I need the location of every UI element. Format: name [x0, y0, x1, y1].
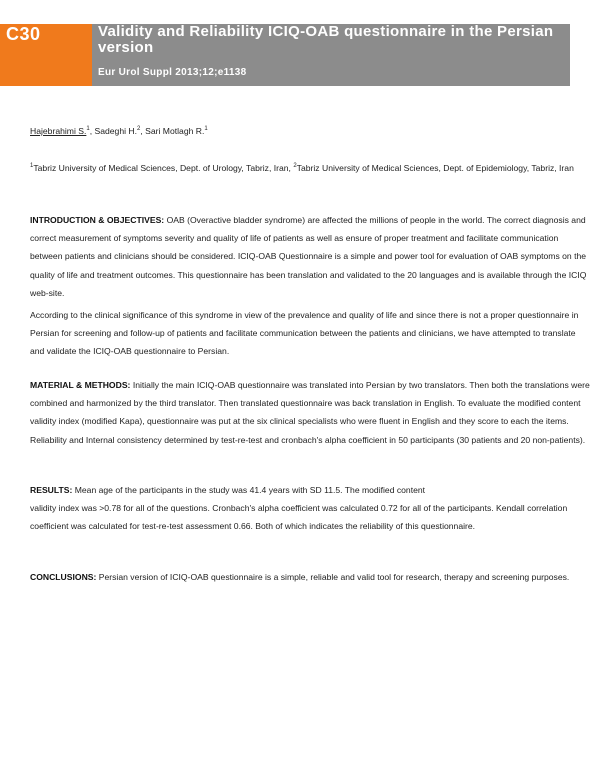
intro-paragraph — [30, 211, 592, 302]
author-second-sup: 2 — [137, 126, 141, 133]
author-third: Sari Motlagh R. — [145, 126, 205, 136]
author-first: Hajebrahimi S. — [30, 126, 87, 136]
affiliation-2: Tabriz University of Medical Sciences, Dept. of Epidemiology, Tabriz, Iran — [296, 163, 574, 173]
author-first-sup: 1 — [86, 126, 90, 133]
intro-text-2: According to the clinical significance of this syndrome in view of the prevalence and quality of life and since there is not a proper questionnaire in Persian for screening and follow-up of patients and facilitate communication between the patients and clinicians, we have attempted to translate and validate the ICIQ-OAB questionnaire to Persian. — [30, 310, 579, 357]
intro-heading: INTRODUCTION & OBJECTIVES: — [30, 215, 165, 225]
results-heading: RESULTS: — [30, 485, 73, 495]
methods-paragraph — [30, 376, 592, 449]
journal-citation: Eur Urol Suppl 2013;12;e1138 — [98, 67, 247, 78]
results-text: validity index was >0.78 for all of the questions. Cronbach's alpha coefficient was calculated 0.72 for all of the participants. Kendall correlation coefficient was calculated for test-re-test assessment 0.66. Both of which indicates the reliability of this questionnaire. — [30, 503, 568, 532]
methods-heading: MATERIAL & METHODS: — [30, 380, 131, 390]
conclusions-paragraph — [30, 568, 592, 586]
paper-title: Validity and Reliability ICIQ-OAB questionnaire in the Persian version — [98, 23, 554, 56]
author-list: Hajebrahimi S.$^1$, Sadeghi H.$^2$, Sari Motlagh R.$^1$ — [30, 126, 208, 136]
intro-text: OAB (Overactive bladder syndrome) are affected the millions of people in the world. The correct diagnosis and correct measurement of symptoms severity and quality of life of patients as well as ensure of proper treatment and facilitate communication between patients and clinicians should be considered. ICIQ-OAB Questionnaire is a simple and power tool for evaluation of OAB symptoms on the quality of life and treatment outcomes. This questionnaire has been translation and validated to the 20 languages and is available through the ICIQ web-site. — [30, 215, 587, 298]
results-text-line1: Mean age of the participants in the study was 41.4 years with SD 11.5. The modified content — [74, 485, 426, 495]
affil-sup-2: 2 — [293, 163, 297, 170]
results-paragraph — [30, 481, 592, 536]
affiliation-1: Tabriz University of Medical Sciences, Dept. of Urology, Tabriz, Iran, — [33, 163, 291, 173]
intro-paragraph-2 — [30, 306, 592, 361]
author-second: Sadeghi H. — [94, 126, 138, 136]
conclusions-text: Persian version of ICIQ-OAB questionnaire is a simple, reliable and valid tool for research, therapy and screening purposes. — [98, 572, 570, 582]
affiliations — [30, 161, 575, 176]
conclusions-heading: CONCLUSIONS: — [30, 572, 97, 582]
author-third-sup: 1 — [204, 126, 208, 133]
abstract-code: C30 — [6, 24, 41, 44]
affil-sup-1: 1 — [30, 163, 34, 170]
methods-text: Initially the main ICIQ-OAB questionnaire was translated into Persian by two translators. Then both the translations were combined and harmonized by the third translator. Then translated questionnaire was back translation in English. To evaluate the modified content validity index (modified Kapa), questionnaire was put at the six clinical specialists who were fluent in English and they score to each the items. Reliability and Internal consistency determined by test-re-test and cronbach's alpha coefficient in 50 participants (30 patients and 20 non-patients). — [30, 380, 590, 445]
